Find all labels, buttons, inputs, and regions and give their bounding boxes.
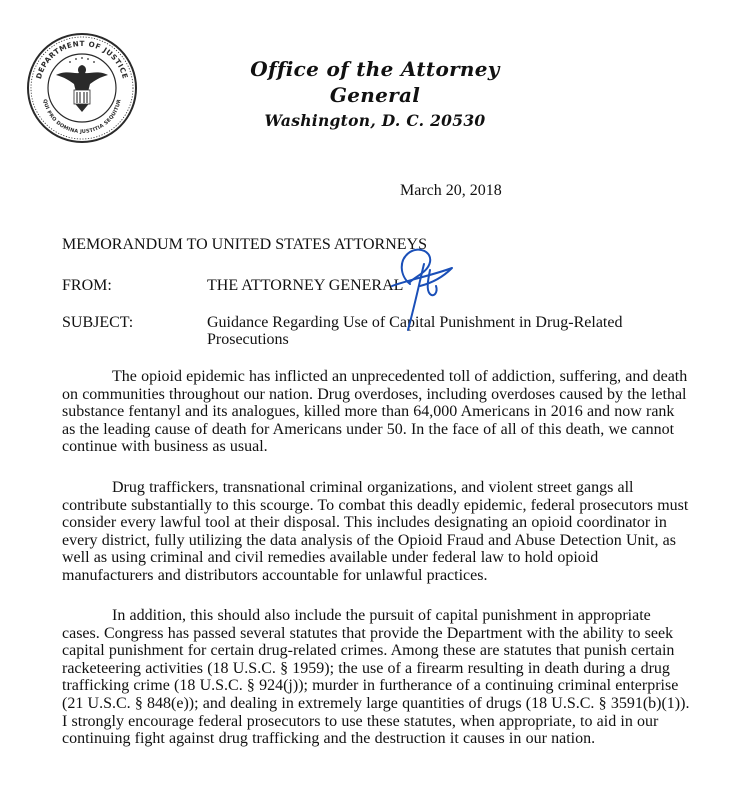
body-paragraph-1: The opioid epidemic has inflicted an unprecedented toll of addiction, suffering, and death on communities throughout our nation. Drug overdoses, including overdoses caused by the lethal substance fentanyl and its analogues, killed more than 64,000 Americans in 2016 and now rank as the leading cause of death for Americans under 50. In the face of all of this death, we cannot continue with business as usual. (62, 368, 688, 456)
from-label: FROM: (62, 277, 112, 294)
from-value: THE ATTORNEY GENERAL (207, 277, 404, 294)
memo-date: March 20, 2018 (400, 182, 502, 199)
letterhead-title: Office of the Attorney General (250, 57, 500, 107)
doj-seal-icon (26, 32, 138, 144)
body-paragraph-2: Drug traffickers, transnational criminal organizations, and violent street gangs all contribute substantially to this scourge. To combat this deadly epidemic, federal prosecutors must consider every lawful tool at their disposal. This includes designating an opioid coordinator in every district, fully utilizing the data analysis of the Opioid Fraud and Abuse Detection Unit, as well as using criminal and civil remedies available under federal law to hold opioid manufacturers and distributors accountable for unlawful practices. (62, 479, 689, 584)
memo-recipient: MEMORANDUM TO UNITED STATES ATTORNEYS (62, 236, 427, 253)
subject-line-1: Guidance Regarding Use of Capital Punishment in Drug-Related (207, 314, 623, 331)
body-paragraph-3: In addition, this should also include the pursuit of capital punishment in appropriate cases. Congress has passed several statutes that provide the Department with the ability to seek capital punishment for certain drug-related crimes. Among these are statutes that punish certain racketeering activities (18 U.S.C. § 1959); the use of a firearm resulting in death during a drug trafficking crime (18 U.S.C. § 924(j)); murder in furtherance of a continuing criminal enterprise (21 U.S.C. § 848(e)); and dealing in extremely large quantities of drugs (18 U.S.C. § 3591(b)(1)). I strongly encourage federal prosecutors to use these statutes, when appropriate, to aid in our continuing fight against drug trafficking and the destruction it causes in our nation. (62, 607, 690, 748)
signature-icon (380, 240, 456, 336)
letterhead-address: Washington, D. C. 20530 (264, 111, 486, 130)
subject-line-2: Prosecutions (207, 331, 289, 348)
subject-label: SUBJECT: (62, 314, 134, 331)
seal-top-text: DEPARTMENT OF JUSTICE (34, 38, 130, 80)
letterhead (205, 56, 545, 132)
seal-motto-text: QUI PRO DOMINA JUSTITIA SEQUITUR (41, 98, 123, 136)
